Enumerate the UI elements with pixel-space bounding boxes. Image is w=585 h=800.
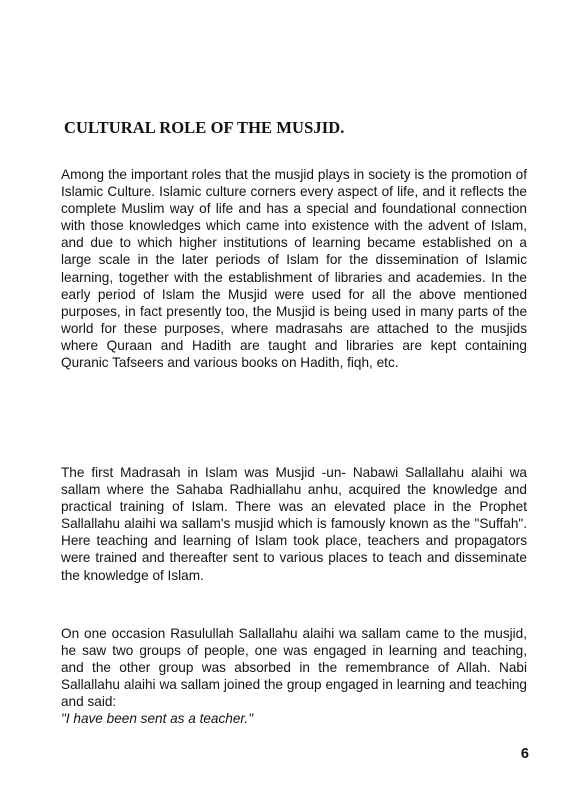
- page-title: CULTURAL ROLE OF THE MUSJID.: [64, 118, 345, 137]
- paragraph-1: Among the important roles that the musjid plays in society is the promotion of Islamic Culture. Islamic culture corners every aspect of life, and it reflects the complete Muslim way of life and has a special and foundational connection with those knowledges which came into existence with the advent of Islam, and due to which higher institutions of learning became established on a large scale in the later periods of Islam for the dissemination of Islamic learning, together with the establishment of libraries and academies. In the early period of Islam the Musjid were used for all the above mentioned purposes, in fact presently too, the Musjid is being used in many parts of the world for these purposes, where madrasahs are attached to the musjids where Quraan and Hadith are taught and libraries are kept containing Quranic Tafseers and various books on Hadith, fiqh, etc.: [61, 167, 527, 371]
- paragraph-3: [61, 625, 527, 728]
- paragraph-2: The first Madrasah in Islam was Musjid -un- Nabawi Sallallahu alaihi wa sallam where the Sahaba Radhiallahu anhu, acquired the knowledge and practical training of Islam. There was an elevated place in the Prophet Sallallahu alaihi wa sallam's musjid which is famously known as the "Suffah". Here teaching and learning of Islam took place, teachers and propagators were trained and thereafter sent to various places to teach and disseminate the knowledge of Islam.: [61, 465, 527, 583]
- quote: "I have been sent as a teacher.": [61, 711, 254, 727]
- page-number: 6: [520, 746, 529, 762]
- paragraph-3-text: On one occasion Rasulullah Sallallahu alaihi wa sallam came to the musjid, he saw two groups of people, one was engaged in learning and teaching, and the other group was absorbed in the remembrance of Allah. Nabi Sallallahu alaihi wa sallam joined the group engaged in learning and teaching and said:: [61, 626, 527, 710]
